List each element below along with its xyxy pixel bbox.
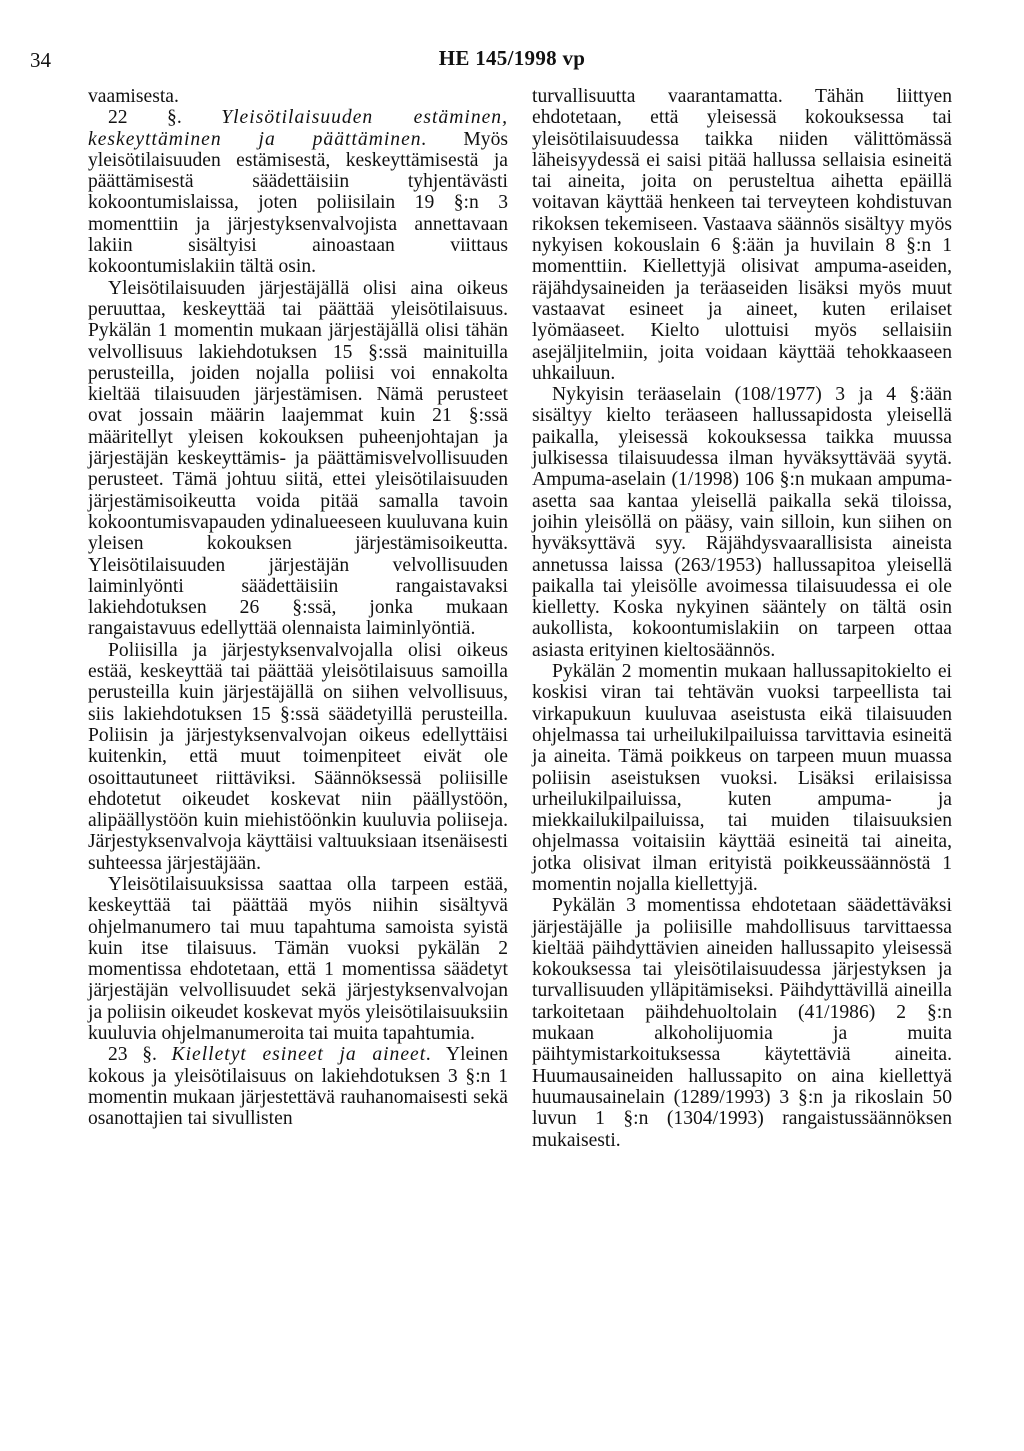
paragraph: Poliisilla ja järjestyksenvalvojalla olisi oikeus estää, keskeyttää tai päättää yleisötilaisuus samoilla perusteilla kuin järjestäjällä on siihen velvollisuus, siis lakiehdotuksen 15 §:ssä säädetyillä perusteilla. Poliisin ja järjestyksenvalvojan oikeus edellyttäisi kuitenkin, että muut toimenpiteet eivät ole osoittautuneet riittäviksi. Säännöksessä poliisille ehdotetut oikeudet koskevat niin päällystöön, alipäällystöön kuin miehistöönkin kuuluvia poliiseja. Järjestyksenvalvoja käyttäisi valtuuksiaan itsenäisesti suhteessa järjestäjään. [88, 639, 508, 874]
section-title: Kielletyt esineet ja aineet. [171, 1044, 433, 1066]
paragraph: Nykyisin teräaselain (108/1977) 3 ja 4 §:ään sisältyy kielto teräaseen hallussapidosta yleisellä paikalla, yleisessä kokouksessa taikka muussa julkisessa tilaisuudessa ilman hyväksyttävää syytä. Ampuma-aselain (1/1998) 106 §:n mukaan ampuma-asetta saa kantaa yleisellä paikalla sekä tiloissa, joihin yleisöllä on pääsy, vain silloin, kun siihen on hyväksyttävä syy. Räjähdysvaarallisista aineista annetussa laissa (263/1953) hallussapitoa yleisellä paikalla tai yleisölle avoimessa tilaisuudessa ei ole kielletty. Koska nykyinen sääntely on tältä osin aukollista, kokoontumislakiin on tarpeen ottaa asiasta erityinen kieltosäännös. [532, 384, 952, 661]
paragraph-text: Yleinen kokous ja yleisötilaisuus on lakiehdotuksen 3 §:n 1 momentin mukaan järjestettävä rauhanomaisesti sekä osanottajien tai sivullisten [88, 1044, 508, 1130]
section-23-paragraph [88, 1044, 508, 1129]
paragraph: Yleisötilaisuuden järjestäjällä olisi aina oikeus peruuttaa, keskeyttää tai päättää yleisötilaisuus. Pykälän 1 momentin mukaan järjestäjällä olisi tähän velvollisuus lakiehdotuksen 15 §:ssä mainituilla perusteilla, joiden nojalla poliisi voi ennakolta kieltää tilaisuuden järjestämisen. Nämä perusteet ovat jossain määrin laajemmat kuin 21 §:ssä määritellyt yleisen kokouksen puheenjohtajan ja järjestäjän keskeyttämis- ja päättämisvelvollisuuden perusteet. Tämä johtuu siitä, ettei yleisötilaisuuden järjestämisoikeutta voida pitää samalla tavoin kokoontumisvapauden ydinalueeseen kuuluvana kuin yleisen kokouksen järjestämisoikeutta. Yleisötilaisuuden järjestäjän velvollisuuden laiminlyönti säädettäisiin rangaistavaksi lakiehdotuksen 26 §:ssä, jonka mukaan rangaistavuus edellyttää olennaista laiminlyöntiä. [88, 277, 508, 640]
paragraph: Pykälän 3 momentissa ehdotetaan säädettäväksi järjestäjälle ja poliisille mahdollisuus tarvittaessa kieltää päihdyttävien aineiden hallussapito yleisessä kokouksessa tai yleisötilaisuudessa järjestyksen ja turvallisuuden ylläpitämiseksi. Päihdyttävillä aineilla tarkoitetaan päihdehuoltolain (41/1986) 2 §:n mukaan alkoholijuomia ja muita päihtymistarkoituksessa käytettäviä aineita. Huumausaineiden hallussapito on aina kiellettyä huumausainelain (1289/1993) 3 §:n ja rikoslain 50 luvun 1 §:n (1304/1993) rangaistussäännöksen mukaisesti. [532, 895, 952, 1151]
paragraph-text: Myös yleisötilaisuuden estämisestä, keskeyttämisestä ja päättämisestä säädettäisiin tyhjentävästi kokoontumislaissa, joten poliisilain 19 §:n 3 momenttiin ja järjestyksenvalvojista annettavaan lakiin sisältyisi ainoastaan viittaus kokoontumislakiin tältä osin. [88, 128, 508, 278]
section-number: 23 §. [108, 1044, 157, 1066]
paragraph: Yleisötilaisuuksissa saattaa olla tarpeen estää, keskeyttää tai päättää myös niihin sisältyvä ohjelmanumero tai muu tapahtuma samoista syistä kuin itse tilaisuus. Tämän vuoksi pykälän 2 momentissa ehdotetaan, että 1 momentissa säädetyt järjestäjän velvollisuudet sekä järjestyksenvalvojan ja poliisin oikeudet koskevat myös yleisötilaisuuksiin kuuluvia ohjelmanumeroita tai muita tapahtumia. [88, 873, 508, 1045]
paragraph: Pykälän 2 momentin mukaan hallussapitokielto ei koskisi viran tai tehtävän vuoksi tarpeellista tai virkapukuun kuuluvaa aseistusta eikä tilaisuuden ohjelmassa tai urheilukilpailuissa tarvittavia esineitä ja aineita. Tämä poikkeus on tarpeen muun muassa poliisin aseistuksen vuoksi. Lisäksi erilaisissa urheilukilpailuissa, kuten ampuma- ja miekkailukilpailuissa, tai muiden tilaisuuksien ohjelmassa voitaisiin käyttää esineitä tai aineita, jotka olisivat ilman erityistä poikkeussäännöstä 1 momentin nojalla kiellettyjä. [532, 661, 952, 895]
section-number: 22 §. [108, 107, 182, 129]
paragraph: turvallisuutta vaarantamatta. Tähän liittyen ehdotetaan, että yleisessä kokouksessa tai yleisötilaisuudessa taikka niiden välittömässä läheisyydessä ei saisi pitää hallussa sellaisia esineitä tai aineita, joita on perusteltua aihetta epäillä voitavan käyttää henkeen tai terveyteen kohdistuvan rikoksen tekemiseen. Vastaava säännös sisältyy myös nykyisen kokouslain 6 §:ään ja huvilain 8 §:n 1 momenttiin. Kiellettyjä olisivat ampuma-aseiden, räjähdysaineiden ja teräaseiden lisäksi myös muut vastaavat esineet ja aineet, kuten erilaiset lyömäaseet. Kielto ulottuisi myös sellaisiin asejäljitelmiin, joita voidaan käyttää tehokkaaseen uhkailuun. [532, 86, 952, 384]
paragraph: vaamisesta. [88, 86, 179, 107]
left-column [88, 86, 508, 1130]
section-title: Yleisötilaisuuden estäminen, keskeyttäminen ja päättäminen. [88, 107, 509, 150]
running-title: HE 145/1998 vp [438, 46, 586, 70]
section-22-paragraph [88, 107, 508, 277]
page-number: 34 [30, 48, 51, 72]
right-column [532, 86, 952, 1151]
